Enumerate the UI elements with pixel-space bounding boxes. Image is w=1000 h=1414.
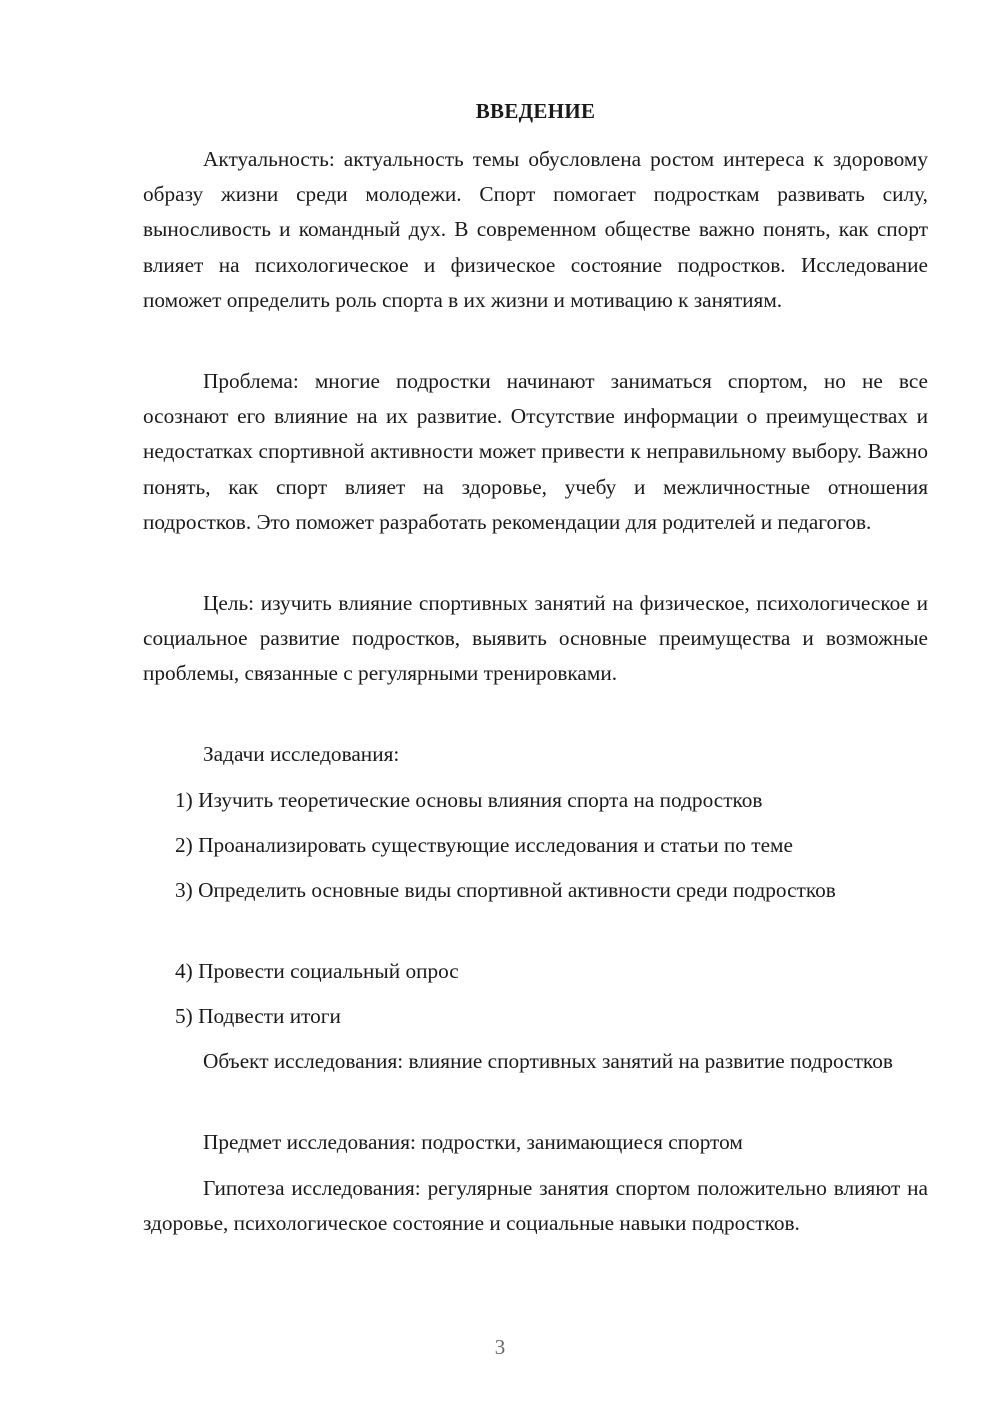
task-item-1: 1) Изучить теоретические основы влияния спорта на подростков [175,788,763,812]
relevance-paragraph: Актуальность: актуальность темы обусловлена ростом интереса к здоровому образу жизни среди молодежи. Спорт помогает подросткам развивать силу, выносливость и командный дух. В современном обществе важно понять, как спорт влияет на психологическое и физическое состояние подростков. Исследование поможет определить роль спорта в их жизни и мотивацию к занятиям. [143,147,928,312]
goal-paragraph: Цель: изучить влияние спортивных занятий на физическое, психологическое и социальное развитие подростков, выявить основные преимущества и возможные проблемы, связанные с регулярными тренировками. [143,591,928,686]
problem-paragraph: Проблема: многие подростки начинают заниматься спортом, но не все осознают его влияние на их развитие. Отсутствие информации о преимуществах и недостатках спортивной активности может привести к неправильному выбору. Важно понять, как спорт влияет на здоровье, учебу и межличностные отношения подростков. Это поможет разработать рекомендации для родителей и педагогов. [143,369,928,534]
page-number: 3 [494,1335,506,1359]
page-title: ВВЕДЕНИЕ [475,99,596,123]
task-item-4: 4) Провести социальный опрос [175,959,459,983]
subject-paragraph: Предмет исследования: подростки, занимающиеся спортом [203,1130,743,1154]
task-item-5: 5) Подвести итоги [175,1004,341,1028]
object-paragraph: Объект исследования: влияние спортивных занятий на развитие подростков [203,1049,893,1073]
task-item-2: 2) Проанализировать существующие исследования и статьи по теме [175,833,793,857]
hypothesis-paragraph: Гипотеза исследования: регулярные занятия спортом положительно влияют на здоровье, психологическое состояние и социальные навыки подростков. [143,1176,928,1236]
task-item-3: 3) Определить основные виды спортивной активности среди подростков [175,878,836,902]
tasks-heading: Задачи исследования: [203,742,400,766]
